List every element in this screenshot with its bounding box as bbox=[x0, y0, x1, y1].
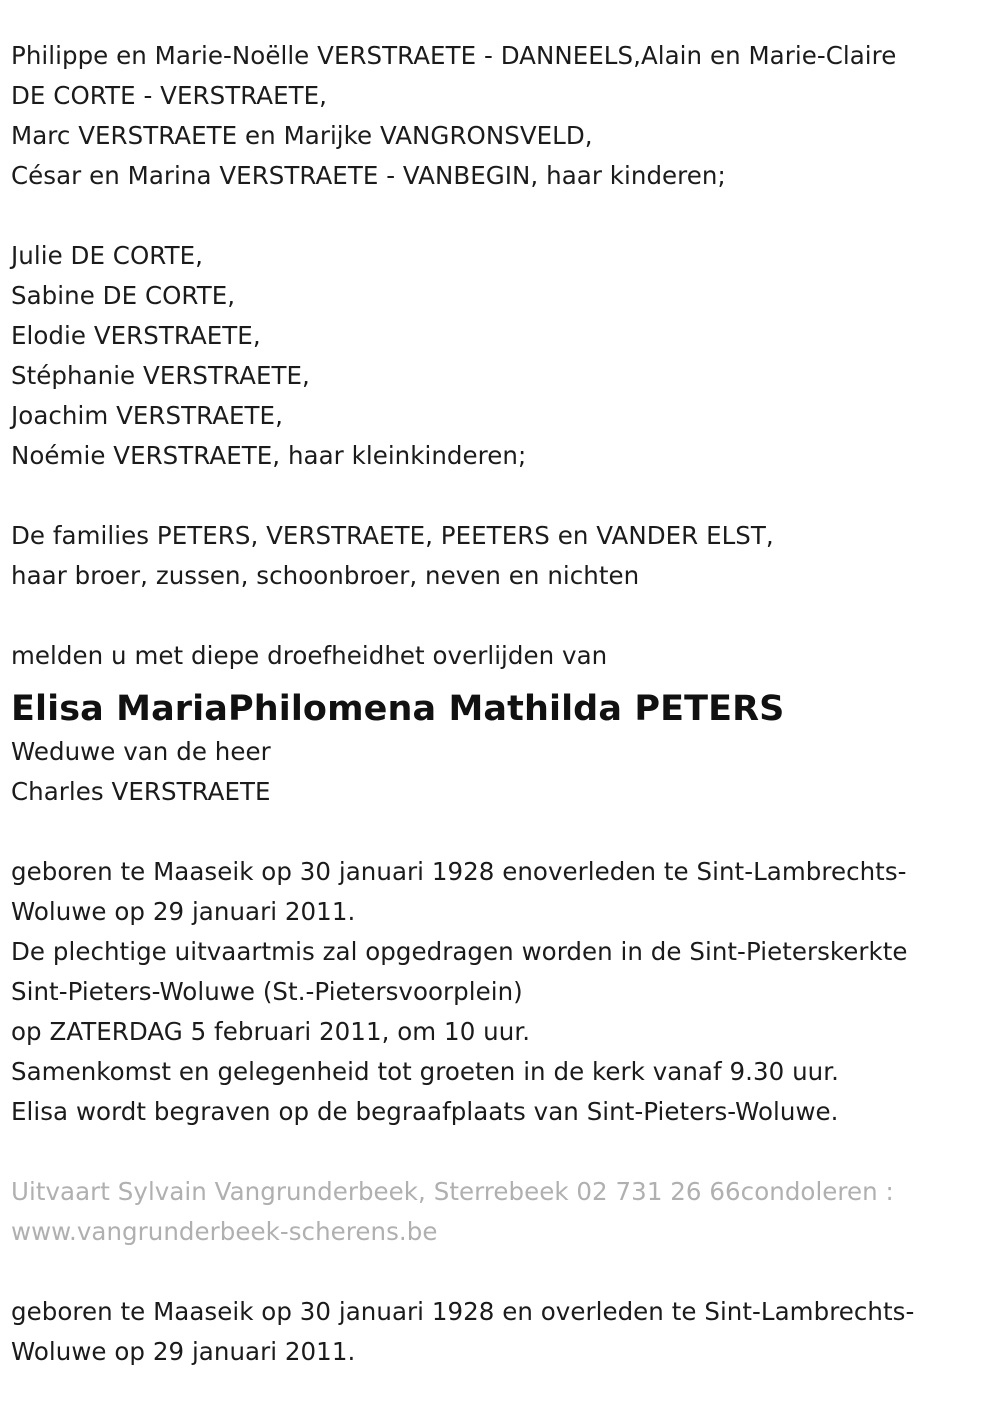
grandchild-line: Joachim VERSTRAETE, bbox=[11, 401, 283, 430]
details-line: Elisa wordt begraven op de begraafplaats van Sint-Pieters-Woluwe. bbox=[11, 1097, 839, 1126]
spacer bbox=[11, 812, 991, 852]
details-line: De plechtige uitvaartmis zal opgedragen worden in de Sint-Pieterskerkte bbox=[11, 937, 908, 966]
children-line: César en Marina VERSTRAETE - VANBEGIN, haar kinderen; bbox=[11, 161, 726, 190]
details-line: Sint-Pieters-Woluwe (St.-Pietersvoorplein) bbox=[11, 977, 523, 1006]
funeral-home-website[interactable]: www.vangrunderbeek-scherens.be bbox=[11, 1217, 438, 1246]
footer-line: geboren te Maaseik op 30 januari 1928 en overleden te Sint-Lambrechts- bbox=[11, 1297, 915, 1326]
details-block bbox=[11, 852, 991, 1132]
relatives-block bbox=[11, 516, 991, 596]
grandchild-line: Julie DE CORTE, bbox=[11, 241, 203, 270]
spacer bbox=[11, 1132, 991, 1172]
spacer bbox=[11, 596, 991, 636]
children-line: Marc VERSTRAETE en Marijke VANGRONSVELD, bbox=[11, 121, 593, 150]
relatives-line: haar broer, zussen, schoonbroer, neven en nichten bbox=[11, 561, 640, 590]
footer-line: Woluwe op 29 januari 2011. bbox=[11, 1337, 356, 1366]
obituary-notice bbox=[11, 36, 991, 1372]
grandchild-line: Stéphanie VERSTRAETE, bbox=[11, 361, 310, 390]
details-line: Woluwe op 29 januari 2011. bbox=[11, 897, 356, 926]
children-block bbox=[11, 36, 991, 196]
widow-line: Charles VERSTRAETE bbox=[11, 777, 271, 806]
footer-block bbox=[11, 1292, 991, 1372]
widow-block bbox=[11, 732, 991, 812]
children-line: DE CORTE - VERSTRAETE, bbox=[11, 81, 328, 110]
spacer bbox=[11, 1252, 991, 1292]
details-line: op ZATERDAG 5 februari 2011, om 10 uur. bbox=[11, 1017, 531, 1046]
grandchild-line: Noémie VERSTRAETE, haar kleinkinderen; bbox=[11, 441, 527, 470]
children-line: Philippe en Marie-Noëlle VERSTRAETE - DANNEELS,Alain en Marie-Claire bbox=[11, 41, 897, 70]
grandchild-line: Sabine DE CORTE, bbox=[11, 281, 236, 310]
widow-line: Weduwe van de heer bbox=[11, 737, 271, 766]
spacer bbox=[11, 476, 991, 516]
grandchildren-block bbox=[11, 236, 991, 476]
grandchild-line: Elodie VERSTRAETE, bbox=[11, 321, 261, 350]
funeral-home-block bbox=[11, 1172, 991, 1252]
details-line: Samenkomst en gelegenheid tot groeten in de kerk vanaf 9.30 uur. bbox=[11, 1057, 839, 1086]
deceased-name: Elisa MariaPhilomena Mathilda PETERS bbox=[11, 689, 785, 729]
funeral-home-line: Uitvaart Sylvain Vangrunderbeek, Sterrebeek 02 731 26 66condoleren : bbox=[11, 1177, 894, 1206]
relatives-line: De families PETERS, VERSTRAETE, PEETERS en VANDER ELST, bbox=[11, 521, 774, 550]
spacer bbox=[11, 196, 991, 236]
announcement-text: melden u met diepe droefheidhet overlijden van bbox=[11, 641, 608, 670]
details-line: geboren te Maaseik op 30 januari 1928 enoverleden te Sint-Lambrechts- bbox=[11, 857, 907, 886]
